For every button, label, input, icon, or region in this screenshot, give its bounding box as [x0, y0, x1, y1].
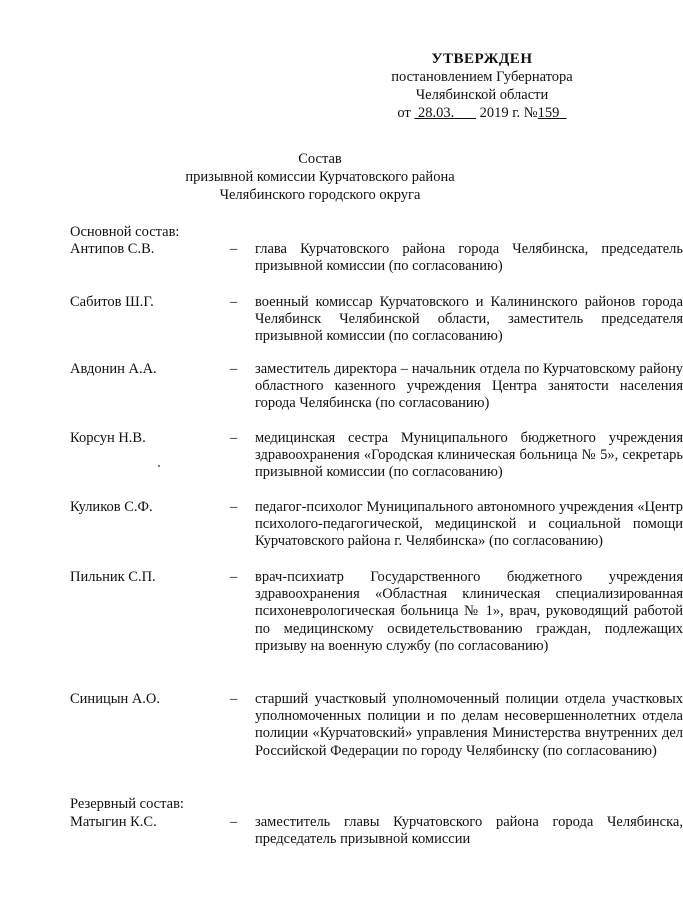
- member-name: Пильник С.П.: [70, 569, 156, 585]
- member-role: заместитель директора – начальник отдела по Курчатовскому району областного казенного учреждения Центра занятости населения города Челябинска (по согласованию): [255, 361, 683, 412]
- member-name: Куликов С.Ф.: [70, 499, 153, 515]
- member-name: Сабитов Ш.Г.: [70, 294, 154, 310]
- document-title: [150, 150, 490, 204]
- approval-date: 28.03.: [418, 105, 455, 121]
- member-dash: –: [230, 361, 238, 377]
- member-dash: –: [230, 814, 238, 830]
- member-dash: –: [230, 430, 238, 446]
- member-role: врач-психиатр Государственного бюджетного учреждения здравоохранения «Областная клиническая специализированная психоневрологическая больница № 1», врач, руководящий работой по медицинскому освидетельствованию граждан, подлежащих призыву на военную службу (по согласованию): [255, 569, 683, 654]
- approval-line-1: постановлением Губернатора: [391, 69, 573, 85]
- title-line-3: Челябинского городского округа: [219, 187, 421, 203]
- member-role: медицинская сестра Муниципального бюджетного учреждения здравоохранения «Городская клиническая больница № 5», секретарь призывной комиссии (по согласованию): [255, 430, 683, 481]
- member-role: глава Курчатовского района города Челябинска, председатель призывной комиссии (по согласованию): [255, 241, 683, 275]
- title-line-2: призывной комиссии Курчатовского района: [185, 169, 455, 185]
- member-role: старший участковый уполномоченный полиции отдела участковых уполномоченных полиции и по делам несовершеннолетних отдела полиции «Курчатовский» управления Министерства внутренних дел Российской Федерации по городу Челябинску (по согласованию): [255, 691, 683, 759]
- main-composition-label: Основной состав:: [70, 224, 180, 240]
- member-dash: –: [230, 499, 238, 515]
- member-role: военный комиссар Курчатовского и Калининского районов города Челябинск Челябинской области, заместитель председателя призывной комиссии (по согласованию): [255, 294, 683, 345]
- member-dash: –: [230, 569, 238, 585]
- member-name: Матыгин К.С.: [70, 814, 157, 830]
- approval-stamp: [372, 50, 592, 122]
- reserve-composition-label: Резервный состав:: [70, 796, 184, 812]
- scan-speck: [158, 465, 160, 467]
- member-role: заместитель главы Курчатовского района города Челябинска, председатель призывной комиссии: [255, 814, 683, 848]
- member-dash: –: [230, 691, 238, 707]
- approval-year: 2019 г. №: [479, 105, 538, 121]
- member-name: Антипов С.В.: [70, 241, 155, 257]
- member-name: Корсун Н.В.: [70, 430, 146, 446]
- date-prefix: от: [397, 105, 411, 121]
- member-dash: –: [230, 294, 238, 310]
- member-role: педагог-психолог Муниципального автономного учреждения «Центр психолого-педагогической, медицинской и социальной помощи Курчатовского района г. Челябинска» (по согласованию): [255, 499, 683, 550]
- approval-line-2: Челябинской области: [415, 87, 549, 103]
- approval-number: 159: [537, 105, 560, 121]
- member-name: Авдонин А.А.: [70, 361, 157, 377]
- member-name: Синицын А.О.: [70, 691, 161, 707]
- approval-heading: УТВЕРЖДЕН: [431, 51, 533, 67]
- title-line-1: Состав: [298, 151, 342, 167]
- member-dash: –: [230, 241, 238, 257]
- approval-date-line: [372, 104, 592, 122]
